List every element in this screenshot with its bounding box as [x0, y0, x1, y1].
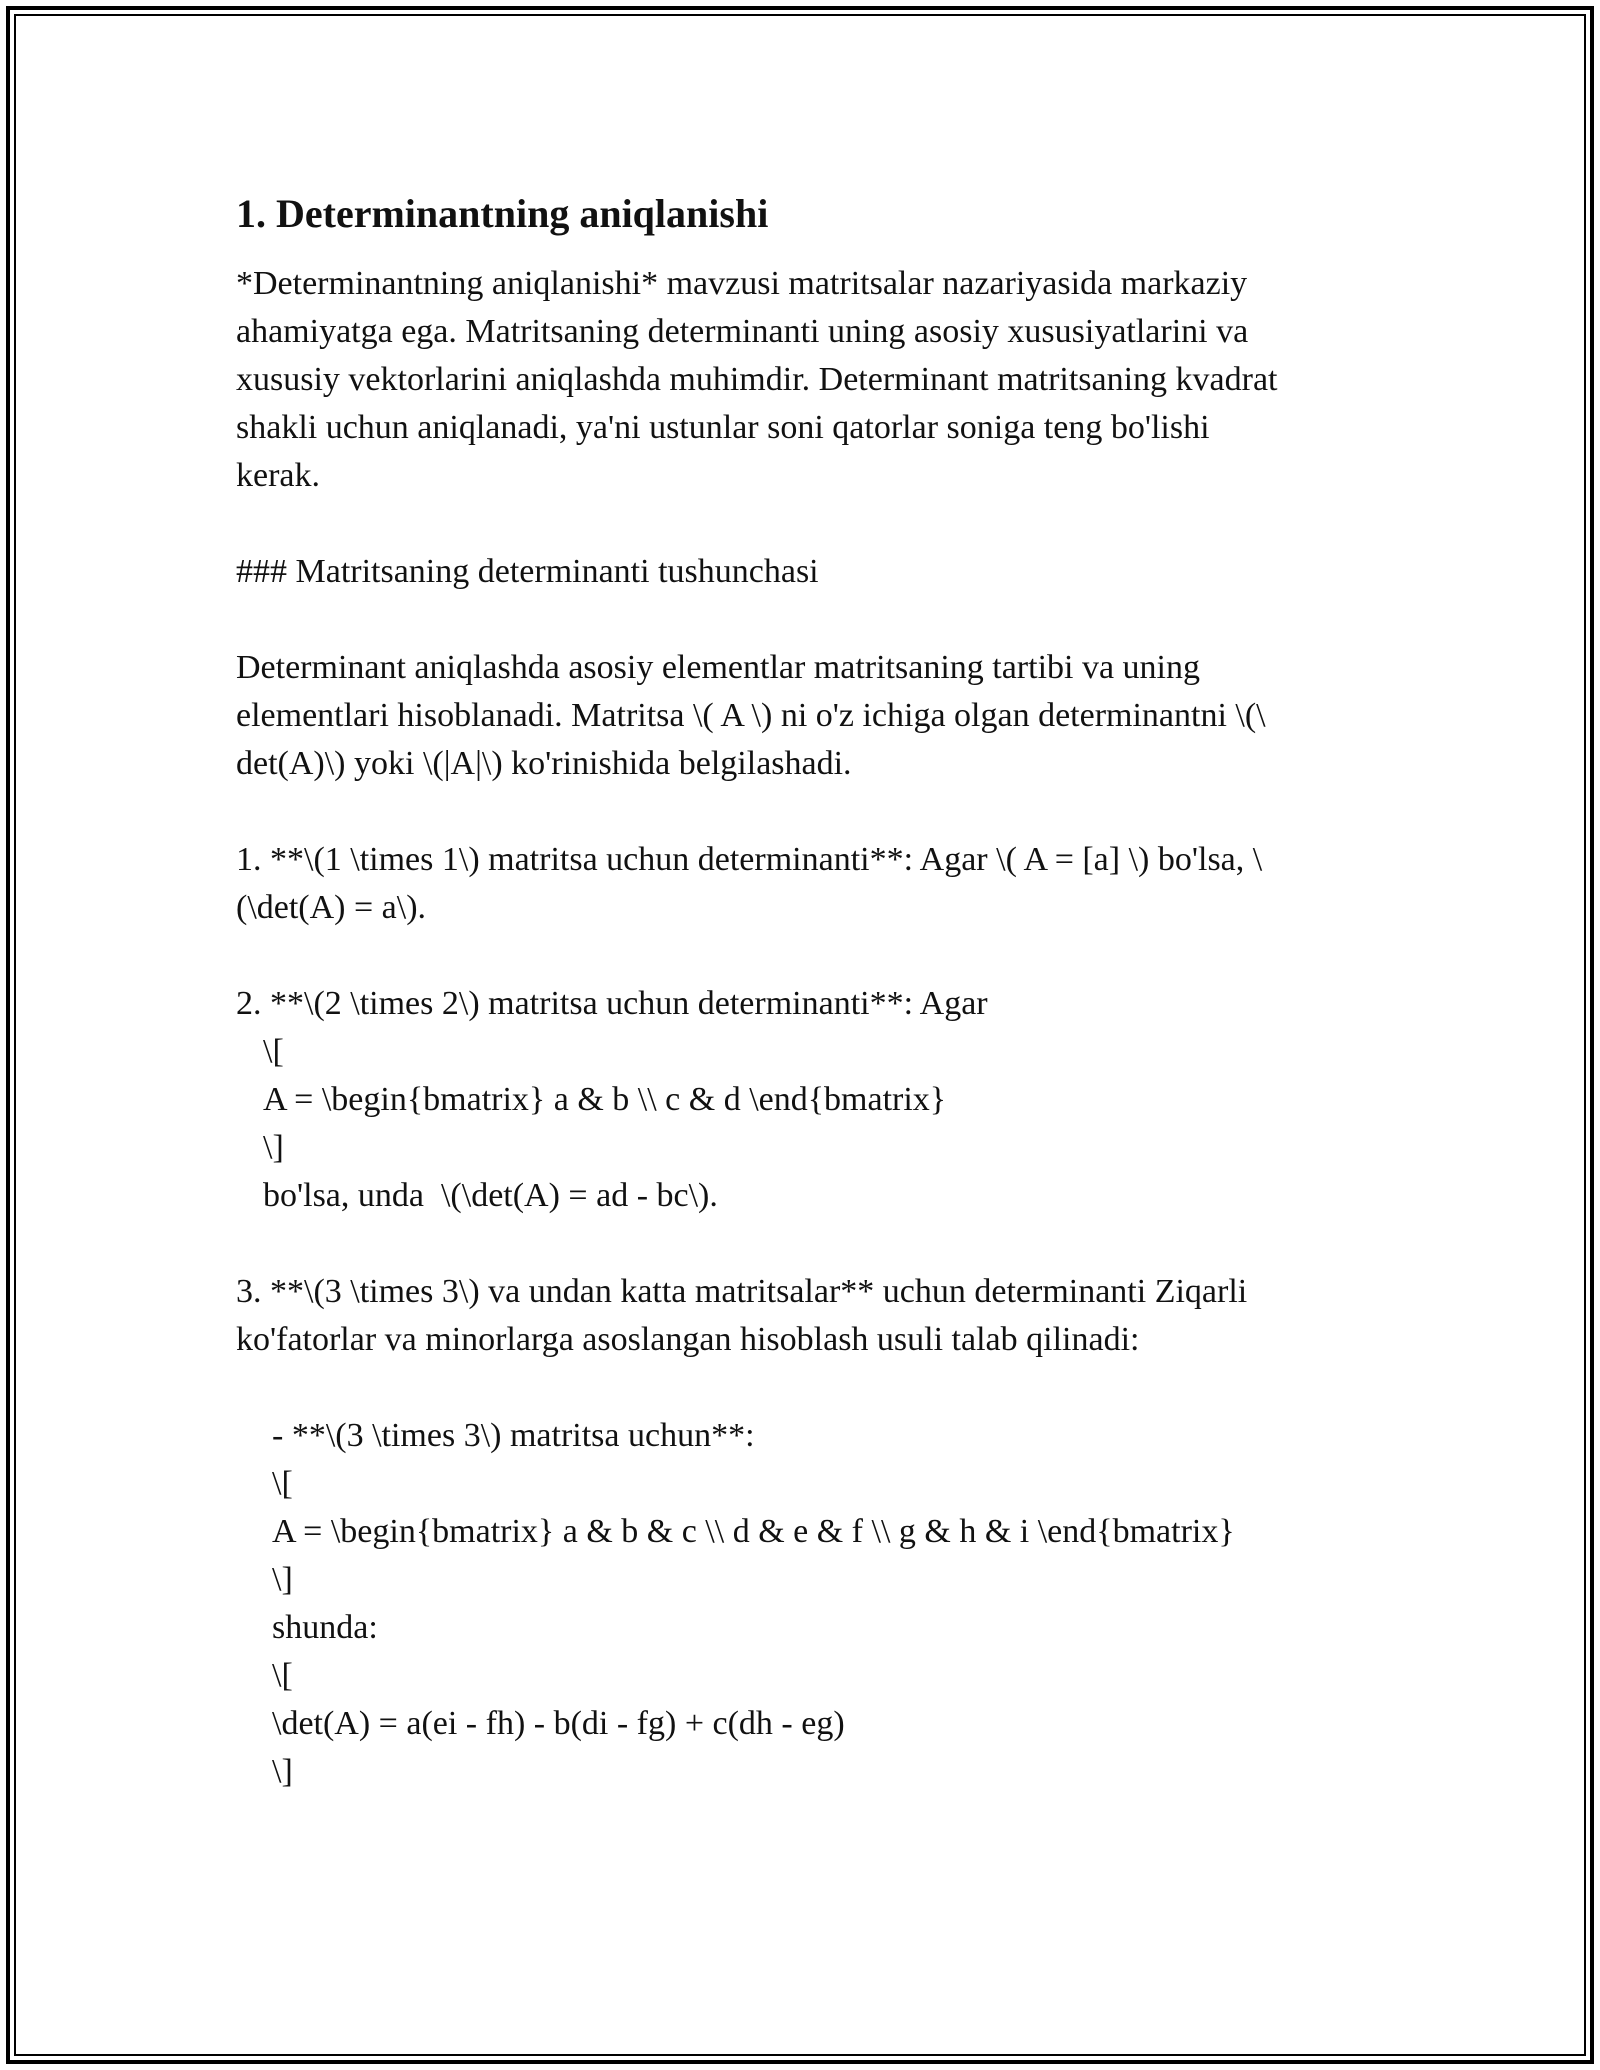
text-line: shakli uchun aniqlanadi, ya'ni ustunlar soni qatorlar soniga teng bo'lishi	[236, 409, 1210, 446]
text-line: (\det(A) = a\).	[236, 889, 427, 926]
text-line: shunda:	[272, 1609, 378, 1646]
document-body	[236, 186, 1376, 1796]
text-line: - **\(3 \times 3\) matritsa uchun**:	[272, 1417, 755, 1454]
text-line: 1. **\(1 \times 1\) matritsa uchun determinanti**: Agar \( A = [a] \) bo'lsa, \	[236, 841, 1263, 878]
text-line: ahamiyatga ega. Matritsaning determinanti uning asosiy xususiyatlarini va	[236, 313, 1249, 350]
intro-paragraph	[236, 260, 1376, 500]
text-line: bo'lsa, unda \(\det(A) = ad - bc\).	[263, 1177, 718, 1214]
formula-line: \[	[263, 1033, 284, 1070]
formula-line: \]	[263, 1129, 284, 1166]
formula-line: \]	[272, 1753, 293, 1790]
text-line: xususiy vektorlarini aniqlashda muhimdir. Determinant matritsaning kvadrat	[236, 361, 1278, 398]
formula-line: \det(A) = a(ei - fh) - b(di - fg) + c(dh - eg)	[272, 1705, 845, 1742]
formula-line: \[	[272, 1465, 293, 1502]
list-item-1x1	[236, 836, 1376, 932]
text-line: *Determinantning aniqlanishi* mavzusi matritsalar nazariyasida markaziy	[236, 265, 1248, 302]
definition-paragraph	[236, 644, 1376, 788]
sub-list-3x3	[236, 1412, 1376, 1796]
text-line: 2. **\(2 \times 2\) matritsa uchun determinanti**: Agar	[236, 985, 988, 1022]
formula-line: A = \begin{bmatrix} a & b \\ c & d \end{bmatrix}	[263, 1081, 947, 1118]
page-title: 1. Determinantning aniqlanishi	[236, 191, 769, 236]
text-line: det(A)\) yoki \(|A|\) ko'rinishida belgilashadi.	[236, 745, 852, 782]
section-subheading: ### Matritsaning determinanti tushunchasi	[236, 553, 819, 590]
text-line: elementlari hisoblanadi. Matritsa \( A \) ni o'z ichiga olgan determinantni \(\	[236, 697, 1266, 734]
formula-line: \]	[272, 1561, 293, 1598]
text-line: 3. **\(3 \times 3\) va undan katta matritsalar** uchun determinanti Ziqarli	[236, 1273, 1248, 1310]
text-line: kerak.	[236, 457, 321, 494]
formula-line: \[	[272, 1657, 293, 1694]
text-line: Determinant aniqlashda asosiy elementlar matritsaning tartibi va uning	[236, 649, 1201, 686]
list-item-3x3	[236, 1268, 1376, 1364]
formula-line: A = \begin{bmatrix} a & b & c \\ d & e & f \\ g & h & i \end{bmatrix}	[272, 1513, 1235, 1550]
text-line: ko'fatorlar va minorlarga asoslangan hisoblash usuli talab qilinadi:	[236, 1321, 1140, 1358]
list-item-2x2	[236, 980, 1376, 1220]
